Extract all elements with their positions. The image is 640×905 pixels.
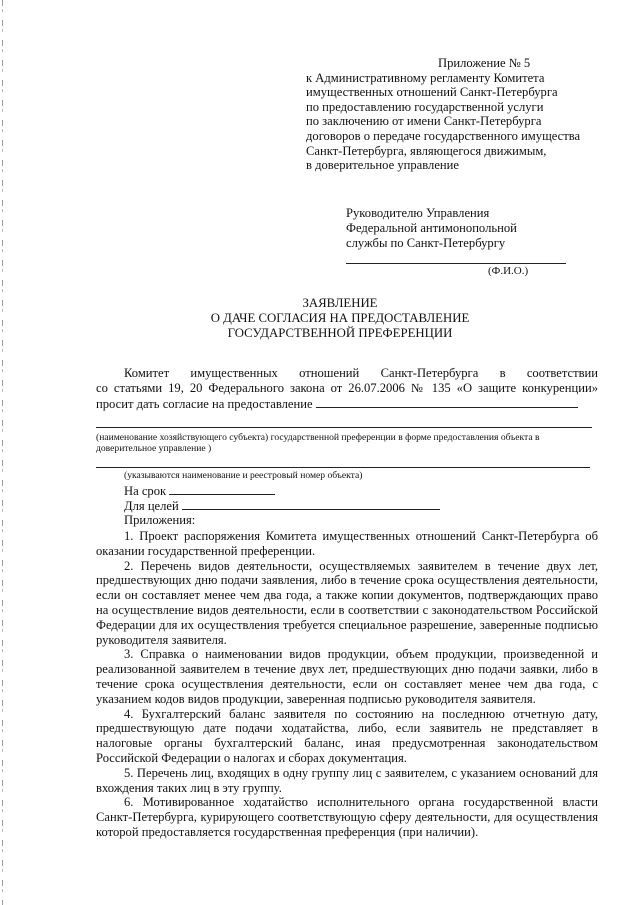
attachments-label: Приложения:	[124, 513, 196, 527]
term-fill-line	[169, 483, 275, 495]
addressee-line: Руководителю Управления	[346, 206, 490, 220]
appendix-line: к Административному регламенту Комитета	[306, 70, 545, 85]
object-fill-line	[96, 467, 590, 468]
fio-fill-line	[346, 263, 566, 264]
purpose-fill-line	[182, 498, 440, 510]
appendix-line: имущественных отношений Санкт-Петербурга	[306, 85, 558, 100]
appendix-line: договоров о передаче государственного имущества	[306, 128, 581, 143]
intro-line: просит дать согласие на предоставление	[96, 396, 313, 411]
addressee-block	[346, 206, 576, 251]
list-item: 4. Бухгалтерский баланс заявителя по состоянию на последнюю отчетную дату, предшествующую дате подачи ходатайства, либо, если заявитель не представляет в налоговые органы бухгалтерский баланс, иная предусмотренная законодательством Российской Федерации о налогах и сборах документация.	[96, 706, 598, 765]
appendix-line: по предоставлению государственной услуги	[306, 99, 544, 114]
purpose-label: Для целей	[124, 499, 179, 513]
title-line: ЗАЯВЛЕНИЕ	[302, 296, 378, 310]
term-field	[124, 483, 275, 499]
appendix-header	[306, 56, 606, 173]
list-item: 5. Перечень лиц, входящих в одну группу лиц с заявителем, с указанием оснований для вхождения таких лиц в эту группу.	[96, 765, 598, 795]
list-item: 6. Мотивированное ходатайство исполнительного органа государственной власти Санкт-Петербурга, курирующего соответствующую сферу деятельности, для осуществления которой предоставляется государственная преференция (при наличии).	[96, 795, 598, 839]
appendix-line: в доверительное управление	[306, 158, 459, 173]
recipient-fill-line	[316, 396, 578, 408]
intro-line: со статьями 19, 20 Федерального закона от 26.07.2006 № 135 «О защите конкуренции»	[96, 380, 598, 395]
fio-caption: (Ф.И.О.)	[488, 265, 529, 277]
attachments-list	[96, 529, 598, 840]
addressee-line: службы по Санкт-Петербургу	[346, 236, 506, 250]
list-item: 3. Справка о наименовании видов продукции, объем продукции, произведенной и реализованной заявителем в течение двух лет, предшествующих дню подачи заявки, либо в течение срока осуществления деятельности, если он составляет менее чем два года, с указанием кодов видов продукции, заверенная подписью руководителя заявителя.	[96, 647, 598, 706]
document-title	[150, 296, 530, 340]
list-item: 1. Проект распоряжения Комитета имущественных отношений Санкт-Петербурга об оказании государственной преференции.	[96, 529, 598, 558]
term-label: На срок	[124, 484, 167, 498]
addressee-line: Федеральной антимонопольной	[346, 221, 517, 235]
intro-line: Комитет имущественных отношений Санкт-Петербурга в соответствии	[124, 366, 598, 380]
purpose-field	[124, 498, 440, 514]
intro-paragraph	[96, 366, 598, 411]
appendix-line: по заключению от имени Санкт-Петербурга	[306, 114, 542, 129]
subject-fill-line	[96, 427, 592, 428]
appendix-line: Санкт-Петербурга, являющегося движимым,	[306, 143, 547, 158]
object-caption: (указываются наименование и реестровый номер объекта)	[124, 470, 363, 481]
list-item: 2. Перечень видов деятельности, осуществляемых заявителем в течение двух лет, предшествующих дню подачи заявления, либо в течение срока осуществления деятельности, если он составляет менее чем два года, а также копии документов, подтверждающих право на осуществление видов деятельности, если в соответствии с законодательством Российской Федерации для их осуществления требуется специальное разрешение, заверенные подписью руководителя заявителя.	[96, 558, 598, 647]
appendix-title: Приложение № 5	[438, 56, 531, 70]
subject-caption: (наименование хозяйствующего субъекта) государственной преференции в форме предоставления объекта в доверительное управление )	[96, 432, 540, 455]
title-line: О ДАЧЕ СОГЛАСИЯ НА ПРЕДОСТАВЛЕНИЕ	[210, 310, 470, 325]
title-line: ГОСУДАРСТВЕННОЙ ПРЕФЕРЕНЦИИ	[227, 325, 453, 340]
